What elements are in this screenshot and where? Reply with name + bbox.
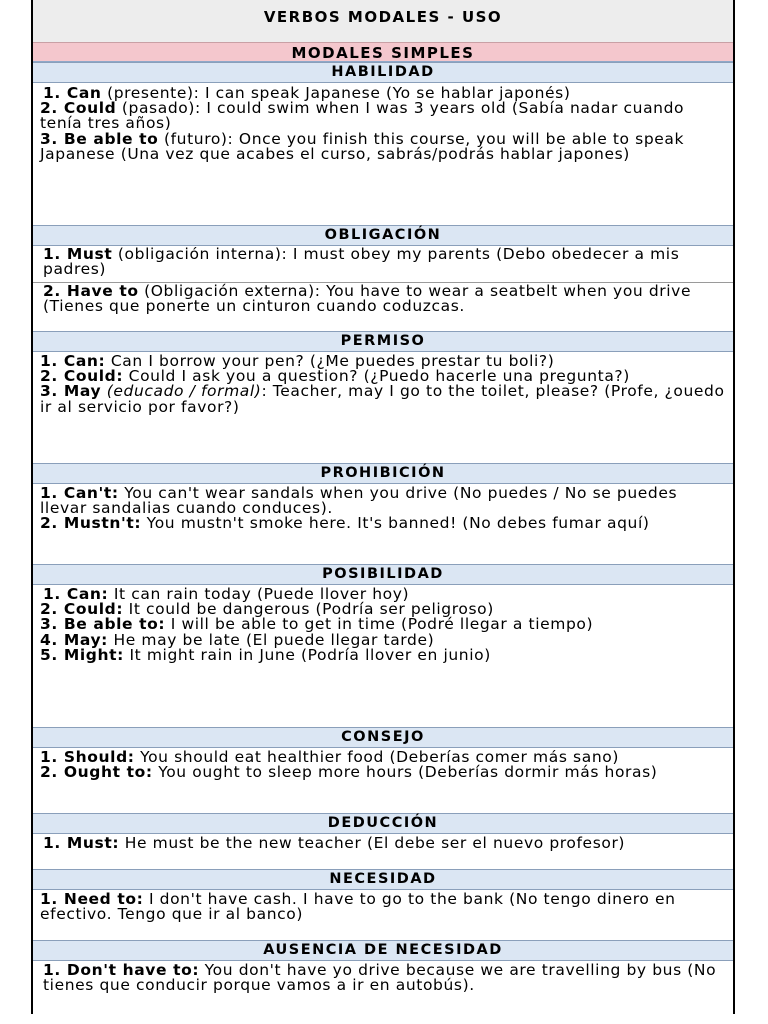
usage-example: You don't have yo drive because we are travelling by bus (No tienes que conducir porque vamos a ir en autobús). [43, 963, 717, 995]
section-body-consejo [33, 750, 733, 814]
list-item [40, 486, 727, 516]
modal-verb: 1. Should: [40, 750, 135, 766]
list-item [40, 516, 727, 531]
usage-example: He may be late (El puede llegar tarde) [107, 630, 435, 649]
modal-verb: 1. Don't have to: [43, 963, 200, 979]
section-body-necesidad [33, 892, 733, 940]
list-item [40, 384, 727, 414]
usage-example: (presente): I can speak Japanese (Yo se hablar japonés) [101, 86, 571, 102]
section-body-ausencia-de-necesidad [33, 963, 733, 1013]
list-item [40, 645, 727, 664]
modal-verb: 3. Be able to [40, 129, 159, 148]
usage-example: Could I ask you a question? (¿Puedo hacerle una pregunta?) [123, 367, 630, 386]
modal-verb: 1. Can: [40, 354, 106, 370]
section-header-prohibicion: PROHIBICIÓN [33, 463, 733, 484]
usage-example: (Obligación externa): You have to wear a seatbelt when you drive (Tienes que ponerte un cinturon cuando coduzcas. [43, 283, 692, 316]
section-header-permiso: PERMISO [33, 331, 733, 352]
list-item [40, 284, 727, 314]
modal-verb: 4. May: [40, 630, 108, 649]
modal-verb: 2. Mustn't: [40, 514, 142, 533]
usage-example: It could be dangerous (Podría ser peligroso) [123, 600, 494, 619]
modal-verb: 2. Ought to: [40, 763, 153, 782]
list-item [40, 247, 727, 277]
section-body-obligacion-1 [33, 247, 733, 283]
usage-example: He must be the new teacher (El debe ser el nuevo profesor) [119, 836, 626, 852]
page-title: VERBOS MODALES - USO [33, 0, 733, 43]
modal-verb: 2. Have to [43, 283, 139, 300]
modal-verb: 1. Must: [43, 836, 120, 852]
modal-verb: 1. Can [43, 86, 102, 102]
modal-verb: 2. Could: [40, 367, 124, 386]
section-body-posibilidad [33, 587, 733, 727]
usage-example: I will be able to get in time (Podré llegar a tiempo) [165, 615, 594, 634]
section-body-permiso [33, 354, 733, 464]
usage-example: : Teacher, may I go to the toilet, please? (Profe, ¿ouedo ir al servicio por favor?) [40, 382, 725, 416]
modal-verb: 1. Can't: [40, 486, 119, 502]
modal-verb: 1. Must [43, 247, 113, 263]
modal-verb: 1. Can: [43, 587, 109, 603]
section-body-deduccion [33, 836, 733, 870]
usage-example: You can't wear sandals when you drive (No puedes / No se puedes llevar sandalias cuando conduces). [40, 486, 678, 518]
section-header-posibilidad: POSIBILIDAD [33, 564, 733, 585]
usage-example: I don't have cash. I have to go to the bank (No tengo dinero en efectivo. Tengo que ir al banco) [40, 892, 676, 924]
section-header-deduccion: DEDUCCIÓN [33, 813, 733, 834]
list-item [40, 101, 727, 131]
list-item [40, 765, 727, 780]
section-body-habilidad [33, 86, 733, 227]
register-note: (educado / formal) [106, 382, 262, 401]
modal-verb: 2. Could [40, 99, 117, 118]
section-header-habilidad: HABILIDAD [33, 62, 733, 83]
modal-verb: 1. Need to: [40, 892, 144, 908]
usage-example: (pasado): I could swim when I was 3 years old (Sabía nadar cuando tenía tres años) [40, 99, 685, 133]
list-item [40, 836, 727, 851]
section-body-prohibicion [33, 486, 733, 564]
usage-example: You ought to sleep more hours (Deberías dormir más horas) [152, 763, 658, 782]
usage-example: It can rain today (Puede llover hoy) [108, 587, 410, 603]
list-item [40, 892, 727, 922]
section-header-necesidad: NECESIDAD [33, 869, 733, 890]
subtitle-banner: MODALES SIMPLES [33, 42, 733, 62]
usage-example: (futuro): Once you finish this course, you will be able to speak Japanese (Una vez que acabes el curso, sabrás/podrás hablar japones) [40, 129, 685, 163]
usage-example: Can I borrow your pen? (¿Me puedes prestar tu boli?) [105, 354, 555, 370]
section-header-consejo: CONSEJO [33, 727, 733, 748]
usage-example: You mustn't smoke here. It's banned! (No debes fumar aquí) [141, 514, 650, 533]
modal-verb: 2. Could: [40, 600, 124, 619]
section-header-ausencia-de-necesidad: AUSENCIA DE NECESIDAD [33, 940, 733, 961]
usage-example: It might rain in June (Podría llover en junio) [123, 645, 491, 664]
usage-example: (obligación interna): I must obey my parents (Debo obedecer a mis padres) [43, 247, 680, 279]
section-header-obligacion: OBLIGACIÓN [33, 225, 733, 246]
list-item [40, 129, 727, 163]
section-body-obligacion-2 [33, 283, 733, 331]
list-item [40, 963, 727, 993]
modal-verb: 3. Be able to: [40, 615, 166, 634]
modal-verbs-table [31, 0, 735, 1014]
usage-example: You should eat healthier food (Deberías comer más sano) [134, 750, 619, 766]
modal-verb: 3. May [40, 382, 102, 401]
modal-verb: 5. Might: [40, 645, 124, 664]
